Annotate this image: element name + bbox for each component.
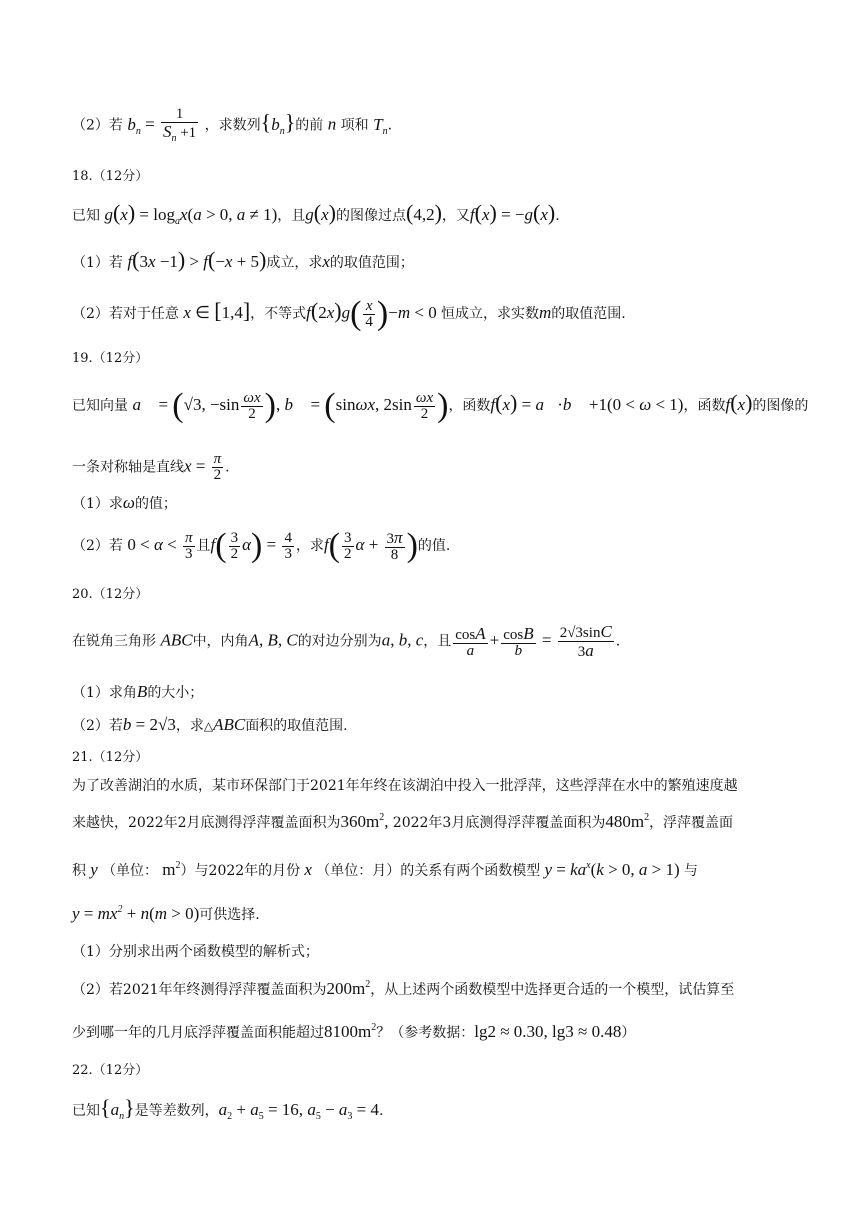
q20-part2: （2）若b = 2√3，求△ABC面积的取值范围.: [72, 715, 348, 734]
q21-line3: 积 y （单位： $m^2$）与2022年的月份 x （单位：月）的关系有两个函数模型 $y = ka^x(k > 0$, a > 1) 与: [72, 860, 698, 879]
q21-line2: 来越快，2022年2月底测得浮萍覆盖面积为$360m^2$, 2022年3月底测得浮萍覆盖面积为$480m^2$，浮萍覆盖面: [72, 812, 734, 831]
q21-header: 21.（12分）: [72, 750, 149, 765]
q22-given: 已知$\{a_n\}$是等差数列，$a_2 + a_5 = 16$, $a_5 - a_3 = 4$.: [72, 1095, 384, 1122]
q19-given-line2: 一条对称轴是直线x = $\frac{\pi}{2}$ .: [72, 451, 230, 483]
q20-given: 在锐角三角形 ABC中，内角A, B, C的对边分别为a, b, c，且 $\frac{\cos A}{a}$ + $\frac{\cos B}{b}$ = $\frac{2√3\sin C}{3a}$ .: [72, 622, 621, 660]
q21-part1: （1）分别求出两个函数模型的解析式；: [72, 944, 319, 960]
fraction: $\frac{1}{S_n +1}$: [162, 106, 197, 144]
q21-line4: $y = mx^2 + n(m > 0)$可供选择.: [72, 904, 260, 923]
q18-given: 已知 $g(x) = \log_ax(a > 0$, a ≠ 1)，且g(x)的图像过点(4,2)，又f(x) = −g(x).: [72, 200, 560, 227]
q19-given: 已知向量 a⃗ = (√3, −sin $\frac{\omega x}{2}$ ), b⃗ = (sinωx, 2sin $\frac{\omega x}{2}$ )，函数f(x) = a⃗·b⃗ +1(0 < ω < 1)，函数f(x)的图像的: [72, 387, 809, 424]
q19-part1: （1）求ω的值；: [72, 493, 177, 512]
q21-part2: （2）若2021年年终测得浮萍覆盖面积为$200m^2$，从上述两个函数模型中选择更合适的一个模型，试估算至: [72, 979, 735, 998]
q18-part2: （2）若对于任意 x ∈ [1,4]，不等式f(2x)g( $\frac{x}{4}$ )−m < 0 恒成立，求实数m的取值范围.: [72, 295, 626, 332]
q22-header: 22.（12分）: [72, 1063, 149, 1078]
q21-part2-line2: 少到哪一年的几月底浮萍覆盖面积能超过$8100m^2$？（参考数据：lg2 ≈ 0.30, lg3 ≈ 0.48）: [72, 1022, 636, 1041]
q17-part2: （2）若 $b_n$ = $\frac{1}{S_n +1}$ ，求数列$\{b_n\}$的前 n 项和 $T_n$.: [72, 106, 393, 144]
q18-part1: （1）若 f(3x −1) > f(−x + 5)成立，求x的取值范围；: [72, 247, 414, 272]
q19-part2: （2）若 0 < α < $\frac{\pi}{3}$ 且f( $\frac{3}{2}$ α) = $\frac{4}{3}$ ，求f( $\frac{3}{2}$ α + $\frac{3\pi}{8}$ )的值.: [72, 527, 451, 564]
q20-header: 20.（12分）: [72, 587, 149, 602]
q19-header: 19.（12分）: [72, 351, 149, 366]
q18-header: 18.（12分）: [72, 169, 149, 184]
q21-line1: 为了改善湖泊的水质，某市环保部门于2021年年终在该湖泊中投入一批浮萍，这些浮萍在水中的繁殖速度越: [72, 778, 738, 794]
q20-part1: （1）求角B的大小；: [72, 682, 204, 701]
